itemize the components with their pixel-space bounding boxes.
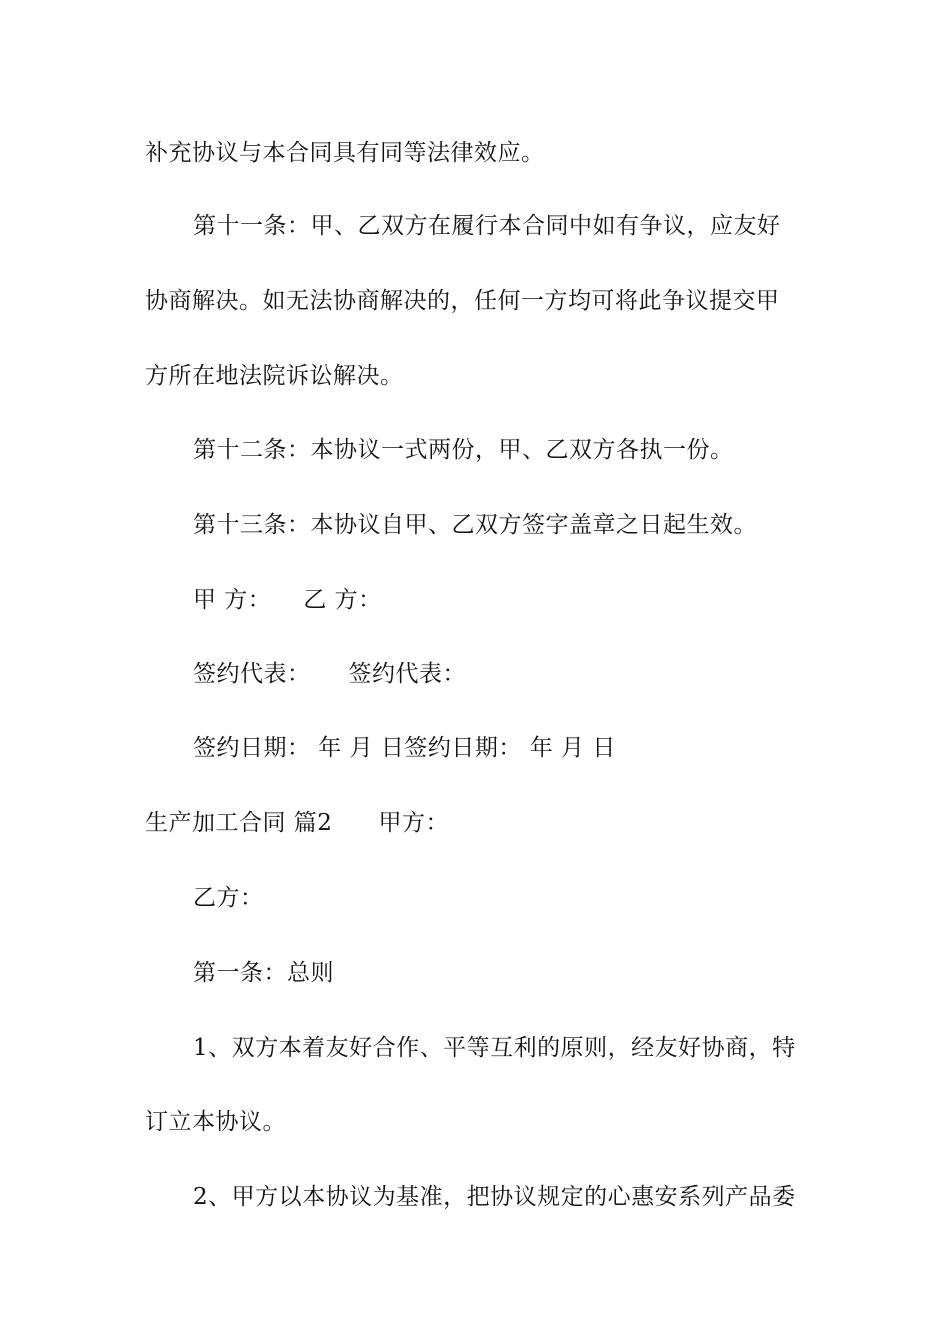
party-a-representative-label: 签约代表： xyxy=(193,661,311,687)
signing-representative-line xyxy=(193,659,815,689)
article-13-line: 第十三条：本协议自甲、乙双方签字盖章之日起生效。 xyxy=(193,512,757,538)
clause-1-line: 1、双方本着友好合作、平等互利的原则，经友好协商，特 xyxy=(193,1035,796,1061)
signing-date-line: 签约日期： 年 月 日签约日期： 年 月 日 xyxy=(193,735,616,761)
article-12-line: 第十二条：本协议一式两份，甲、乙双方各执一份。 xyxy=(193,437,734,463)
party-a-label: 甲 方： xyxy=(193,587,272,613)
paragraph-line: 协商解决。如无法协商解决的，任何一方均可将此争议提交甲 xyxy=(145,288,780,314)
party-b-label: 乙 方： xyxy=(303,587,382,613)
paragraph-line: 补充协议与本合同具有同等法律效应。 xyxy=(145,140,545,166)
clause-2-line: 2、甲方以本协议为基准，把协议规定的心惠安系列产品委 xyxy=(193,1184,796,1210)
paragraph-line: 方所在地法院诉讼解决。 xyxy=(145,363,404,389)
paragraph-line: 订立本协议。 xyxy=(145,1109,286,1135)
party-a-label: 甲方： xyxy=(378,810,449,836)
contract-title: 生产加工合同 篇2 xyxy=(145,810,333,836)
party-b-line: 乙方： xyxy=(193,885,264,911)
article-11-line: 第十一条：甲、乙双方在履行本合同中如有争议，应友好 xyxy=(193,213,781,239)
contract-title-line xyxy=(145,808,815,838)
party-line xyxy=(193,585,815,615)
party-b-representative-label: 签约代表： xyxy=(348,661,466,687)
article-1-heading: 第一条：总则 xyxy=(193,960,334,986)
